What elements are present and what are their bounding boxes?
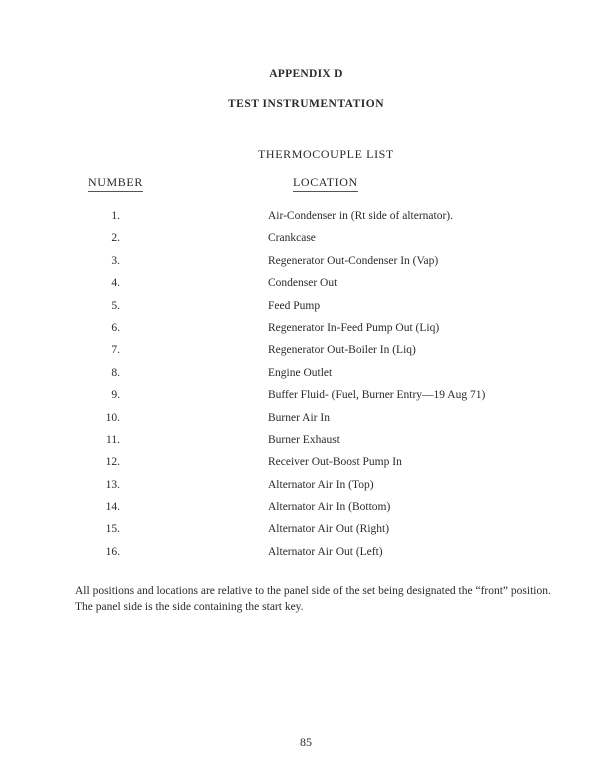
row-number: 2. [111, 232, 120, 245]
row-location: Burner Air In [268, 411, 330, 424]
row-location: Crankcase [268, 232, 316, 245]
number-column-header: NUMBER [88, 175, 143, 192]
row-number: 9. [111, 389, 120, 402]
table-row [0, 232, 612, 254]
table-row [0, 434, 612, 456]
row-number: 7. [111, 344, 120, 357]
row-location: Alternator Air Out (Right) [268, 523, 390, 536]
row-location: Engine Outlet [268, 366, 333, 379]
table-row [0, 412, 612, 434]
row-location: Alternator Air Out (Left) [268, 545, 383, 558]
row-number: 14. [105, 501, 120, 514]
row-location: Feed Pump [268, 299, 321, 312]
row-number: 13. [105, 478, 120, 491]
table-row [0, 389, 612, 411]
table-row [0, 479, 612, 501]
row-number: 4. [111, 277, 120, 290]
table-row [0, 300, 612, 322]
table-row [0, 546, 612, 568]
row-number: 10. [105, 411, 120, 424]
row-location: Alternator Air In (Top) [268, 478, 374, 491]
row-location: Regenerator In-Feed Pump Out (Liq) [268, 321, 440, 334]
table-row [0, 344, 612, 366]
table-row [0, 277, 612, 299]
row-location: Regenerator Out-Boiler In (Liq) [268, 344, 416, 357]
row-location: Air-Condenser in (Rt side of alternator). [268, 210, 453, 222]
row-number: 1. [111, 210, 120, 222]
table-row [0, 523, 612, 545]
row-number: 8. [111, 366, 120, 379]
row-number: 11. [106, 433, 120, 446]
table-row [0, 367, 612, 389]
row-location: Burner Exhaust [268, 433, 340, 446]
row-location: Condenser Out [268, 277, 338, 290]
row-number: 12. [105, 456, 120, 469]
table-row [0, 456, 612, 478]
row-number: 5. [111, 299, 120, 312]
row-number: 3. [111, 254, 120, 267]
thermocouple-table [0, 210, 612, 568]
table-row [0, 322, 612, 344]
table-row [0, 501, 612, 523]
appendix-heading: APPENDIX D [269, 68, 343, 80]
table-row [0, 210, 612, 232]
list-title: THERMOCOUPLE LIST [258, 147, 394, 161]
section-title: TEST INSTRUMENTATION [227, 98, 385, 110]
row-location: Alternator Air In (Bottom) [268, 501, 391, 514]
page-number: 85 [300, 735, 312, 749]
row-location: Receiver Out-Boost Pump In [268, 456, 402, 469]
row-number: 15. [105, 523, 120, 536]
row-number: 6. [111, 321, 120, 334]
location-column-header: LOCATION [293, 175, 358, 192]
footnote-paragraph: All positions and locations are relative to the panel side of the set being designated the “front” position. The panel side is the side containing the start key. [75, 585, 551, 613]
table-row [0, 255, 612, 277]
row-location: Regenerator Out-Condenser In (Vap) [268, 254, 439, 267]
row-location: Buffer Fluid- (Fuel, Burner Entry—19 Aug 71) [268, 389, 486, 402]
row-number: 16. [105, 545, 120, 558]
